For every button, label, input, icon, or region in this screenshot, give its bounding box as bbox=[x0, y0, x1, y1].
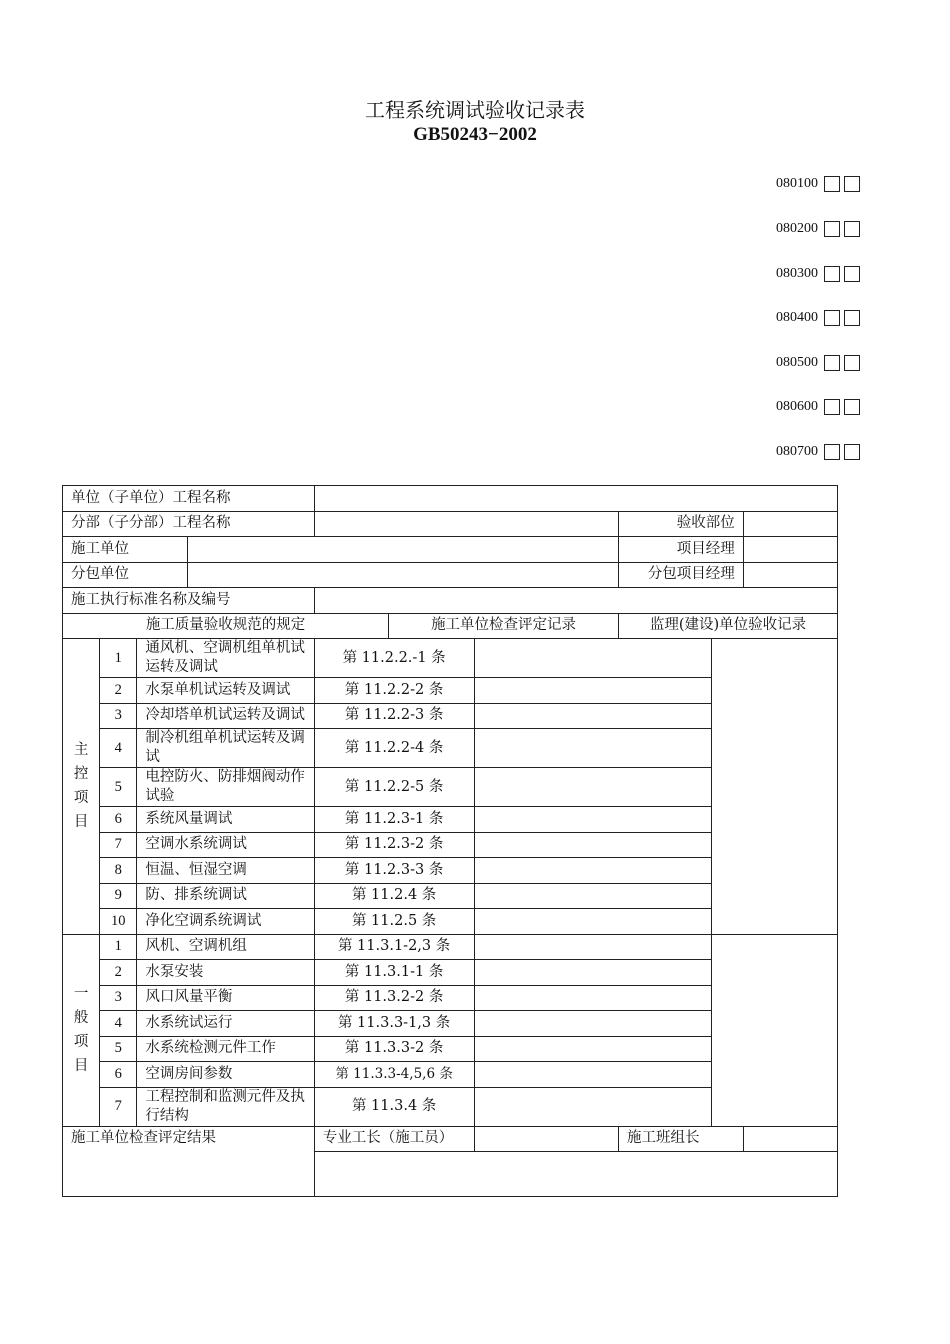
code-row bbox=[776, 174, 860, 194]
item-check-record[interactable] bbox=[474, 678, 712, 704]
item-name: 水泵安装 bbox=[137, 960, 314, 986]
item-clause: 第 11.3.2-2 条 bbox=[314, 985, 474, 1011]
item-check-record[interactable] bbox=[474, 1062, 712, 1088]
checkbox[interactable] bbox=[844, 176, 860, 192]
standard-value[interactable] bbox=[314, 588, 837, 614]
item-number: 1 bbox=[100, 934, 137, 960]
subcontract-unit-value[interactable] bbox=[187, 562, 618, 588]
item-number: 2 bbox=[100, 678, 137, 704]
checkbox[interactable] bbox=[824, 221, 840, 237]
item-clause: 第 11.3.1-1 条 bbox=[314, 960, 474, 986]
item-clause: 第 11.2.2-5 条 bbox=[314, 768, 474, 807]
item-number: 7 bbox=[100, 1087, 137, 1126]
code-row bbox=[776, 397, 860, 417]
general-supervision-record[interactable] bbox=[712, 934, 838, 1126]
checkbox[interactable] bbox=[844, 221, 860, 237]
item-name: 冷却塔单机试运转及调试 bbox=[137, 703, 314, 729]
info-row-construction bbox=[63, 537, 838, 563]
code-row bbox=[776, 264, 860, 284]
checkbox[interactable] bbox=[844, 444, 860, 460]
item-clause: 第 11.2.2-2 条 bbox=[314, 678, 474, 704]
foreman-label: 专业工长（施工员） bbox=[314, 1126, 474, 1152]
code-row bbox=[776, 308, 860, 328]
item-name: 风机、空调机组 bbox=[137, 934, 314, 960]
table-row bbox=[63, 639, 838, 678]
sub-project-label: 分部（子分部）工程名称 bbox=[63, 511, 315, 537]
table-row bbox=[63, 934, 838, 960]
checkbox[interactable] bbox=[824, 176, 840, 192]
check-header: 施工单位检查评定记录 bbox=[389, 613, 619, 639]
result-signature-area[interactable] bbox=[314, 1152, 837, 1197]
item-name: 风口风量平衡 bbox=[137, 985, 314, 1011]
item-clause: 第 11.3.3-1,3 条 bbox=[314, 1011, 474, 1037]
item-clause: 第 11.2.2.-1 条 bbox=[314, 639, 474, 678]
form-title: 工程系统调试验收记录表 bbox=[365, 98, 585, 122]
info-row-standard bbox=[63, 588, 838, 614]
item-number: 5 bbox=[100, 1036, 137, 1062]
info-row-subcontract bbox=[63, 562, 838, 588]
subcontract-manager-value[interactable] bbox=[743, 562, 837, 588]
item-check-record[interactable] bbox=[474, 703, 712, 729]
code-row bbox=[776, 219, 860, 239]
item-check-record[interactable] bbox=[474, 832, 712, 858]
item-check-record[interactable] bbox=[474, 858, 712, 884]
item-check-record[interactable] bbox=[474, 1036, 712, 1062]
main-group-label: 主 控 项 目 bbox=[63, 639, 100, 935]
acceptance-part-value[interactable] bbox=[743, 511, 837, 537]
code-label: 080300 bbox=[776, 266, 818, 281]
acceptance-table bbox=[62, 485, 838, 1197]
item-name: 工程控制和监测元件及执行结构 bbox=[137, 1087, 314, 1126]
item-clause: 第 11.2.4 条 bbox=[314, 883, 474, 909]
item-check-record[interactable] bbox=[474, 729, 712, 768]
item-check-record[interactable] bbox=[474, 985, 712, 1011]
standard-label: 施工执行标准名称及编号 bbox=[63, 588, 315, 614]
checkbox[interactable] bbox=[824, 444, 840, 460]
checkbox[interactable] bbox=[844, 355, 860, 371]
item-number: 4 bbox=[100, 1011, 137, 1037]
item-name: 电控防火、防排烟阀动作试验 bbox=[137, 768, 314, 807]
item-check-record[interactable] bbox=[474, 768, 712, 807]
spec-header: 施工质量验收规范的规定 bbox=[63, 613, 389, 639]
general-group-label: 一 般 项 目 bbox=[63, 934, 100, 1126]
item-check-record[interactable] bbox=[474, 960, 712, 986]
item-check-record[interactable] bbox=[474, 883, 712, 909]
main-supervision-record[interactable] bbox=[712, 639, 838, 935]
item-number: 10 bbox=[100, 909, 137, 935]
construction-unit-label: 施工单位 bbox=[63, 537, 188, 563]
item-name: 防、排系统调试 bbox=[137, 883, 314, 909]
item-clause: 第 11.2.3-3 条 bbox=[314, 858, 474, 884]
item-number: 7 bbox=[100, 832, 137, 858]
code-label: 080600 bbox=[776, 399, 818, 414]
item-check-record[interactable] bbox=[474, 934, 712, 960]
item-name: 净化空调系统调试 bbox=[137, 909, 314, 935]
result-label: 施工单位检查评定结果 bbox=[63, 1126, 315, 1197]
item-clause: 第 11.3.4 条 bbox=[314, 1087, 474, 1126]
supervision-header: 监理(建设)单位验收记录 bbox=[619, 613, 838, 639]
item-clause: 第 11.2.2-3 条 bbox=[314, 703, 474, 729]
item-clause: 第 11.3.3-4,5,6 条 bbox=[314, 1062, 474, 1088]
construction-unit-value[interactable] bbox=[187, 537, 618, 563]
checkbox[interactable] bbox=[844, 310, 860, 326]
item-name: 系统风量调试 bbox=[137, 807, 314, 833]
column-header-row bbox=[63, 613, 838, 639]
code-label: 080700 bbox=[776, 444, 818, 459]
code-row bbox=[776, 442, 860, 462]
item-number: 9 bbox=[100, 883, 137, 909]
code-row bbox=[776, 353, 860, 373]
item-clause: 第 11.2.3-1 条 bbox=[314, 807, 474, 833]
item-name: 恒温、恒湿空调 bbox=[137, 858, 314, 884]
checkbox[interactable] bbox=[824, 266, 840, 282]
unit-project-label: 单位（子单位）工程名称 bbox=[63, 486, 315, 512]
item-check-record[interactable] bbox=[474, 1011, 712, 1037]
item-name: 通风机、空调机组单机试运转及调试 bbox=[137, 639, 314, 678]
item-check-record[interactable] bbox=[474, 1087, 712, 1126]
checkbox[interactable] bbox=[844, 399, 860, 415]
item-check-record[interactable] bbox=[474, 639, 712, 678]
team-leader-value[interactable] bbox=[743, 1126, 837, 1152]
standard-code: GB50243−2002 bbox=[413, 124, 537, 145]
code-label: 080500 bbox=[776, 355, 818, 370]
item-check-record[interactable] bbox=[474, 807, 712, 833]
item-name: 水系统试运行 bbox=[137, 1011, 314, 1037]
info-row-subproject bbox=[63, 511, 838, 537]
item-clause: 第 11.2.2-4 条 bbox=[314, 729, 474, 768]
foreman-value[interactable] bbox=[474, 1126, 618, 1152]
checkbox[interactable] bbox=[824, 310, 840, 326]
item-name: 空调房间参数 bbox=[137, 1062, 314, 1088]
item-check-record[interactable] bbox=[474, 909, 712, 935]
item-number: 4 bbox=[100, 729, 137, 768]
item-number: 8 bbox=[100, 858, 137, 884]
project-manager-label: 项目经理 bbox=[619, 537, 744, 563]
item-number: 5 bbox=[100, 768, 137, 807]
item-clause: 第 11.2.5 条 bbox=[314, 909, 474, 935]
project-manager-value[interactable] bbox=[743, 537, 837, 563]
item-name: 水系统检测元件工作 bbox=[137, 1036, 314, 1062]
code-label: 080200 bbox=[776, 221, 818, 236]
code-label: 080100 bbox=[776, 176, 818, 191]
sub-project-value[interactable] bbox=[314, 511, 618, 537]
item-name: 制冷机组单机试运转及调试 bbox=[137, 729, 314, 768]
item-number: 6 bbox=[100, 807, 137, 833]
item-clause: 第 11.3.3-2 条 bbox=[314, 1036, 474, 1062]
footer-row bbox=[63, 1126, 838, 1152]
item-number: 2 bbox=[100, 960, 137, 986]
item-clause: 第 11.2.3-2 条 bbox=[314, 832, 474, 858]
item-number: 3 bbox=[100, 985, 137, 1011]
item-number: 3 bbox=[100, 703, 137, 729]
item-name: 水泵单机试运转及调试 bbox=[137, 678, 314, 704]
item-number: 6 bbox=[100, 1062, 137, 1088]
checkbox[interactable] bbox=[844, 266, 860, 282]
subcontract-manager-label: 分包项目经理 bbox=[619, 562, 744, 588]
checkbox[interactable] bbox=[824, 355, 840, 371]
acceptance-part-label: 验收部位 bbox=[619, 511, 744, 537]
team-leader-label: 施工班组长 bbox=[619, 1126, 744, 1152]
unit-project-value[interactable] bbox=[314, 486, 837, 512]
code-label: 080400 bbox=[776, 310, 818, 325]
subcontract-unit-label: 分包单位 bbox=[63, 562, 188, 588]
info-row-unit bbox=[63, 486, 838, 512]
checkbox[interactable] bbox=[824, 399, 840, 415]
item-name: 空调水系统调试 bbox=[137, 832, 314, 858]
item-clause: 第 11.3.1-2,3 条 bbox=[314, 934, 474, 960]
item-number: 1 bbox=[100, 639, 137, 678]
